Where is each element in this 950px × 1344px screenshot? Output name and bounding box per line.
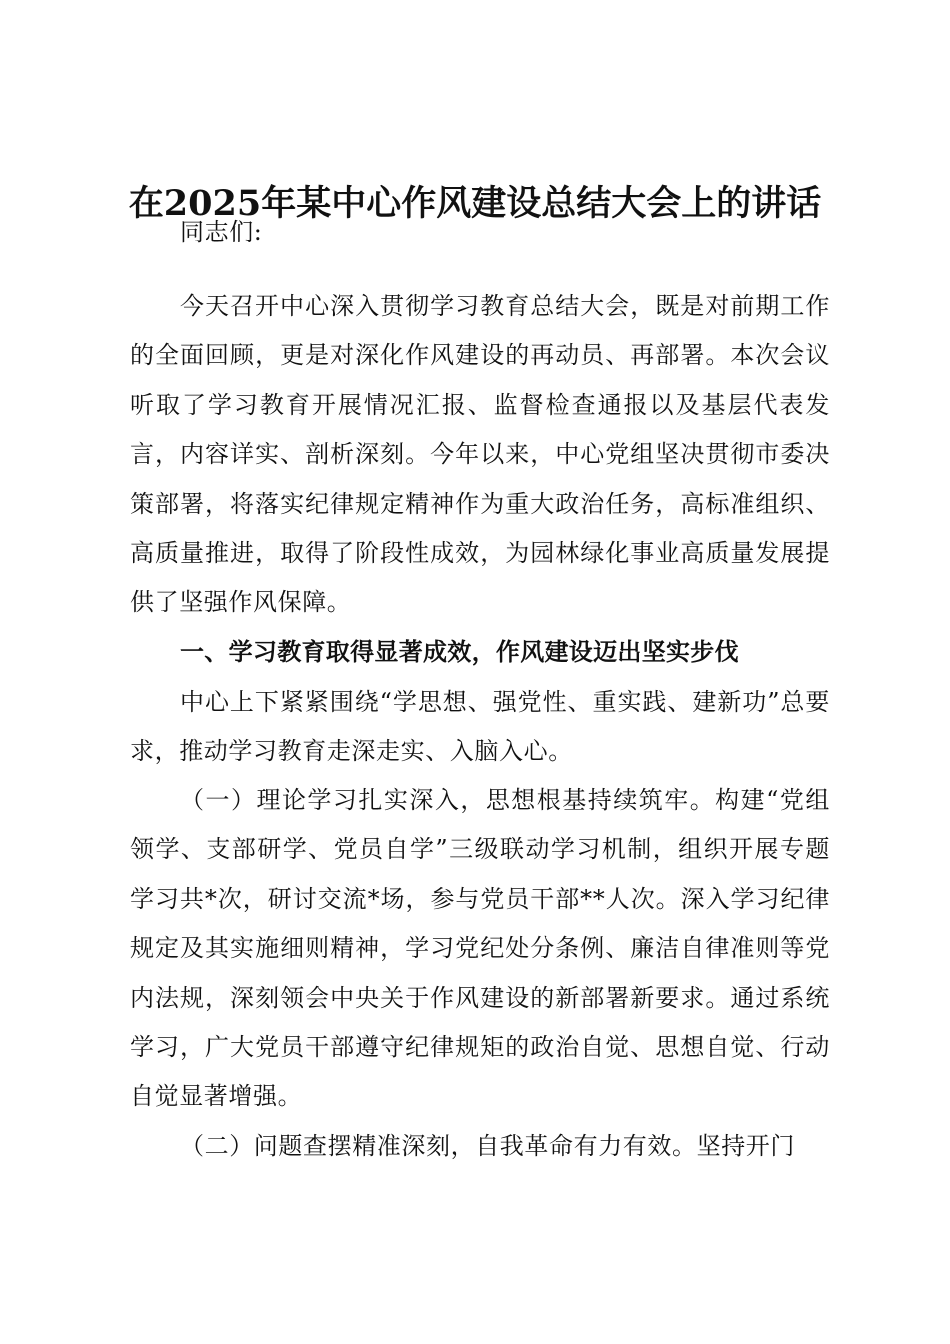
paragraph-section-intro: 中心上下紧紧围绕“学思想、强党性、重实践、建新功”总要求，推动学习教育走深走实、入脑入心。 [130, 688, 830, 766]
paragraph-subsection-2: （二）问题查摆精准深刻，自我革命有力有效。坚持开门 [180, 1132, 795, 1160]
paragraph-intro: 今天召开中心深入贯彻学习教育总结大会，既是对前期工作的全面回顾，更是对深化作风建设的再动员、再部署。本次会议听取了学习教育开展情况汇报、监督检查通报以及基层代表发言，内容详实、剖析深刻。今年以来，中心党组坚决贯彻市委决策部署，将落实纪律规定精神作为重大政治任务，高标准组织、高质量推进，取得了阶段性成效，为园林绿化事业高质量发展提供了坚强作风保障。 [130, 292, 830, 617]
section-heading-1: 一、学习教育取得显著成效，作风建设迈出坚实步伐 [180, 638, 739, 666]
document-title: 在2025年某中心作风建设总结大会上的讲话 [128, 183, 822, 224]
paragraph-subsection-1: （一）理论学习扎实深入，思想根基持续筑牢。构建“党组领学、支部研学、党员自学”三级联动学习机制，组织开展专题学习共*次，研讨交流*场，参与党员干部**人次。深入学习纪律规定及其实施细则精神，学习党纪处分条例、廉洁自律准则等党内法规，深刻领会中央关于作风建设的新部署新要求。通过系统学习，广大党员干部遵守纪律规矩的政治自觉、思想自觉、行动自觉显著增强。 [130, 786, 830, 1111]
greeting: 同志们: [180, 218, 263, 246]
